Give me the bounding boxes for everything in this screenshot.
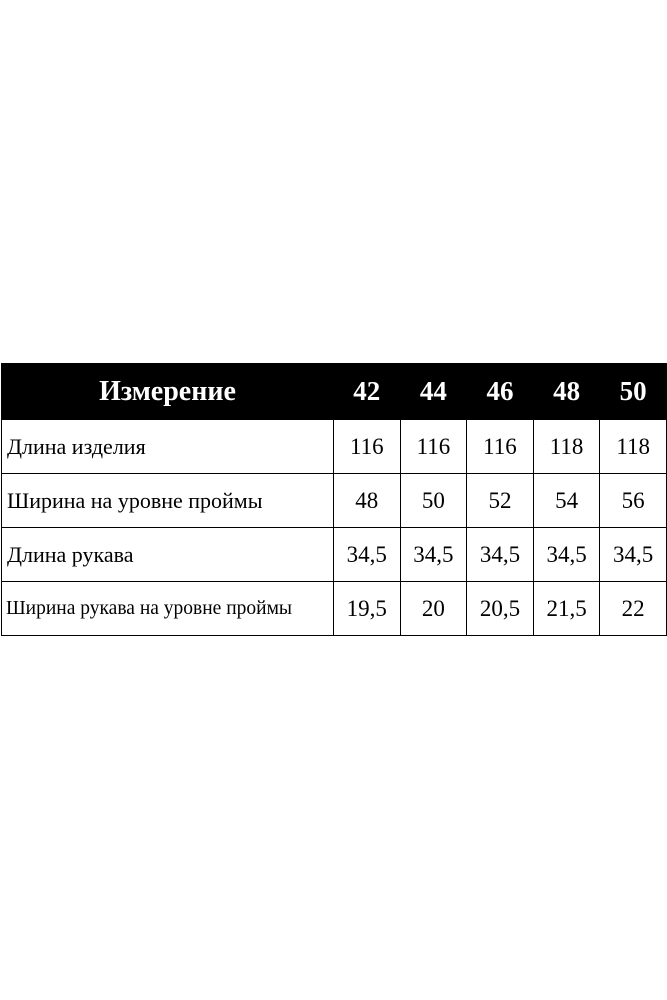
table-cell: 116 xyxy=(400,420,467,474)
table-cell: 34,5 xyxy=(334,528,401,582)
table-cell: 54 xyxy=(533,474,600,528)
table-cell: 21,5 xyxy=(533,582,600,636)
header-row xyxy=(2,364,667,420)
header-size-44: 44 xyxy=(400,364,467,420)
table-cell: 48 xyxy=(334,474,401,528)
table-row xyxy=(2,582,667,636)
table-cell: 50 xyxy=(400,474,467,528)
size-chart-header xyxy=(2,364,667,420)
table-cell: 20,5 xyxy=(467,582,534,636)
table-cell: 34,5 xyxy=(467,528,534,582)
table-cell: 118 xyxy=(533,420,600,474)
table-cell: 22 xyxy=(600,582,667,636)
table-cell: 56 xyxy=(600,474,667,528)
size-chart-table xyxy=(1,363,667,636)
table-cell: 52 xyxy=(467,474,534,528)
table-cell: 19,5 xyxy=(334,582,401,636)
header-size-46: 46 xyxy=(467,364,534,420)
table-cell: 116 xyxy=(334,420,401,474)
row-label-sleeve-length: Длина рукава xyxy=(2,528,334,582)
size-chart-body xyxy=(2,420,667,636)
row-label-product-length: Длина изделия xyxy=(2,420,334,474)
table-cell: 116 xyxy=(467,420,534,474)
row-label-sleeve-width: Ширина рукава на уровне проймы xyxy=(2,582,334,636)
header-size-48: 48 xyxy=(533,364,600,420)
table-cell: 20 xyxy=(400,582,467,636)
table-cell: 34,5 xyxy=(533,528,600,582)
header-measurement-label: Измерение xyxy=(2,364,334,420)
header-size-50: 50 xyxy=(600,364,667,420)
row-label-armhole-width: Ширина на уровне проймы xyxy=(2,474,334,528)
table-row xyxy=(2,474,667,528)
header-size-42: 42 xyxy=(334,364,401,420)
table-row xyxy=(2,420,667,474)
table-cell: 34,5 xyxy=(400,528,467,582)
table-row xyxy=(2,528,667,582)
table-cell: 34,5 xyxy=(600,528,667,582)
table-cell: 118 xyxy=(600,420,667,474)
